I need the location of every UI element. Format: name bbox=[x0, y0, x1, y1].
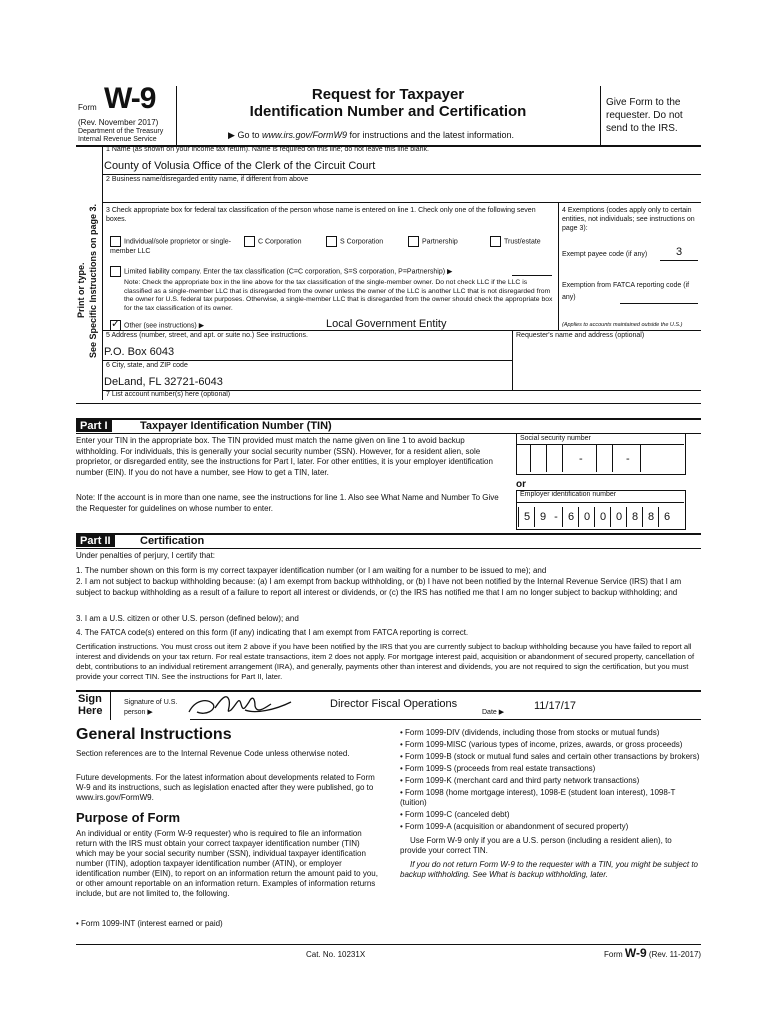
signer-title-field[interactable]: Director Fiscal Operations bbox=[330, 698, 458, 710]
ein-field[interactable] bbox=[516, 507, 684, 527]
general-p1: Section references are to the Internal Revenue Code unless otherwise noted. bbox=[76, 749, 350, 758]
requester-label: Requester's name and address (optional) bbox=[516, 332, 645, 339]
form-bullet: • Form 1099-MISC (various types of income, prizes, awards, or gross proceeds) bbox=[400, 740, 683, 749]
part2-title: Certification bbox=[140, 535, 205, 547]
purpose-paragraph: An individual or entity (Form W-9 requester) who is required to file an information return with the IRS must obtain your correct taxpayer identification number (TIN) which may be your social security number (SSN), individual taxpayer identification number (ITIN), adoption taxpayer identification number (ATIN), or employer identification number (EIN), to report on an information return the amount paid to you, or other amount reportable on an information return. Examples of information returns include, but are not limited to, the following. bbox=[76, 829, 378, 898]
ein-digit[interactable]: 6 bbox=[562, 507, 579, 527]
right-column bbox=[400, 728, 700, 880]
checkbox-partnership[interactable] bbox=[408, 236, 419, 247]
checkbox-s-corp[interactable] bbox=[326, 236, 337, 247]
part1-body: Enter your TIN in the appropriate box. The TIN provided must match the name given on line 1 to avoid backup withholding. For individuals, this is generally your social security number (SSN). However, for a resident alien, sole proprietor, or disregarded entity, see the instructions for Part I, later. For other entities, it is your employer identification number (EIN). If you do not have a number, see How to get a TIN, later. bbox=[76, 436, 493, 477]
checkbox-llc[interactable] bbox=[110, 266, 121, 277]
signature-mark[interactable] bbox=[185, 690, 295, 722]
exempt-payee-field[interactable]: 3 bbox=[676, 246, 683, 258]
part1-title: Taxpayer Identification Number (TIN) bbox=[140, 420, 332, 432]
cat-number: Cat. No. 10231X bbox=[306, 950, 366, 959]
sign-here: Sign Here bbox=[78, 693, 103, 717]
line6-city-field[interactable]: DeLand, FL 32721-6043 bbox=[104, 376, 223, 388]
left-bullet: • Form 1099-INT (interest earned or paid) bbox=[76, 919, 223, 928]
give-form-notice: Give Form to the requester. Do not send to the IRS. bbox=[606, 97, 683, 134]
exempt-payee-label: Exempt payee code (if any) bbox=[562, 251, 648, 258]
line2-business-field[interactable] bbox=[106, 186, 696, 200]
option-trust-estate[interactable]: Trust/estate bbox=[490, 236, 541, 247]
option-partnership[interactable]: Partnership bbox=[408, 236, 458, 247]
line3-label: 3 Check appropriate box for federal tax classification of the person whose name is entered on line 1. Check only one of the following seven boxes. bbox=[106, 207, 536, 223]
checkbox-individual[interactable] bbox=[110, 236, 121, 247]
part2-intro: Under penalties of perjury, I certify that: bbox=[76, 551, 216, 560]
department: Department of the Treasury Internal Revenue Service bbox=[78, 128, 164, 143]
revision: (Rev. November 2017) bbox=[78, 118, 159, 127]
ein-digit[interactable]: 8 bbox=[626, 507, 643, 527]
fatca-label: Exemption from FATCA reporting code (if any) bbox=[562, 282, 690, 301]
line4-label: 4 Exemptions (codes apply only to certain entities, not individuals; see instructions on page 3): bbox=[562, 207, 695, 232]
general-heading: General Instructions bbox=[76, 726, 232, 743]
ein-digit[interactable]: 9 bbox=[534, 507, 551, 527]
other-value-field[interactable]: Local Government Entity bbox=[326, 318, 447, 330]
form-bullet: • Form 1098 (home mortgage interest), 1098-E (student loan interest), 1098-T (tuition) bbox=[400, 788, 676, 807]
ein-digit[interactable]: 5 bbox=[518, 507, 535, 527]
cert-item-3: 3. I am a U.S. citizen or other U.S. person (defined below); and bbox=[76, 614, 299, 623]
option-individual[interactable]: Individual/sole proprietor or single-member LLC bbox=[110, 236, 240, 256]
line1-label: 1 Name (as shown on your income tax return). Name is required on this line; do not leave this line blank. bbox=[106, 146, 429, 153]
form-title: Request for Taxpayer Identification Number and Certification bbox=[249, 86, 527, 120]
ein-digit[interactable]: 0 bbox=[578, 507, 595, 527]
not-return-paragraph: If you do not return Form W-9 to the requester with a TIN, you might be subject to backup withholding. See What is backup withholding, later. bbox=[400, 860, 698, 879]
footer-form: Form W-9 (Rev. 11-2017) bbox=[604, 946, 702, 960]
sidebar-see-specific: See Specific Instructions on page 3. bbox=[88, 203, 98, 358]
option-c-corp[interactable]: C Corporation bbox=[244, 236, 302, 247]
form-bullet: • Form 1099-S (proceeds from real estate transactions) bbox=[400, 764, 596, 773]
form-name: W-9 bbox=[104, 82, 156, 115]
line7-label: 7 List account number(s) here (optional) bbox=[106, 391, 231, 398]
ein-separator: - bbox=[554, 511, 558, 523]
form-label: Form bbox=[78, 103, 97, 112]
sidebar-print-type: Print or type. bbox=[76, 262, 86, 318]
line5-address-field[interactable]: P.O. Box 6043 bbox=[104, 346, 175, 358]
ssn-label: Social security number bbox=[520, 435, 591, 442]
checkbox-trust-estate[interactable] bbox=[490, 236, 501, 247]
form-bullet: • Form 1099-A (acquisition or abandonment of secured property) bbox=[400, 822, 629, 831]
form-bullet: • Form 1099-B (stock or mutual fund sales and certain other transactions by brokers) bbox=[400, 752, 700, 761]
line6-label: 6 City, state, and ZIP code bbox=[106, 362, 188, 369]
date-label: Date ▶ bbox=[482, 709, 505, 716]
line5-label: 5 Address (number, street, and apt. or suite no.) See instructions. bbox=[106, 332, 308, 339]
goto-instructions: ▶ Go to www.irs.gov/FormW9 for instructions and the latest information. bbox=[228, 130, 515, 140]
ein-digit[interactable]: 0 bbox=[610, 507, 627, 527]
line1-name-field[interactable]: County of Volusia Office of the Clerk of the Circuit Court bbox=[104, 160, 376, 172]
cert-instructions: Certification instructions. You must cross out item 2 above if you have been notified by the IRS that you are currently subject to backup withholding because you have failed to report all interest and dividends on your tax return. For real estate transactions, item 2 does not apply. For mortgage interest paid, acquisition or abandonment of secured property, cancellation of debt, contributions to an individual retirement arrangement (IRA), and generally, payments other than interest and dividends, you are not required to sign the certification, but you must provide your correct TIN. See the instructions for Part II, later. bbox=[76, 642, 695, 681]
fatca-note: (Applies to accounts maintained outside the U.S.) bbox=[562, 322, 683, 328]
cert-item-4: 4. The FATCA code(s) entered on this form (if any) indicating that I am exempt from FATCA reporting is correct. bbox=[76, 628, 469, 637]
ein-label: Employer identification number bbox=[520, 491, 617, 498]
line2-label: 2 Business name/disregarded entity name, if different from above bbox=[106, 176, 309, 183]
checkbox-c-corp[interactable] bbox=[244, 236, 255, 247]
general-p2: Future developments. For the latest information about developments related to Form W-9 and its instructions, such as legislation enacted after they were published, go to www.irs.gov/FormW9. bbox=[76, 773, 375, 802]
purpose-heading: Purpose of Form bbox=[76, 810, 181, 825]
option-s-corp[interactable]: S Corporation bbox=[326, 236, 383, 247]
or-label: or bbox=[516, 479, 526, 490]
cert-item-1: 1. The number shown on this form is my correct taxpayer identification number (or I am waiting for a number to be issued to me); and bbox=[76, 566, 547, 575]
ein-digit[interactable]: 8 bbox=[642, 507, 659, 527]
cert-item-2: 2. I am not subject to backup withholding because: (a) I am exempt from backup withholding, or (b) I have not been notified by the Internal Revenue Service (IRS) that I am subject to backup withholding as a result of a failure to report all interest or dividends, or (c) the IRS has notified me that I am no longer subject to backup withholding; and bbox=[76, 577, 682, 597]
form-bullet: • Form 1099-C (canceled debt) bbox=[400, 810, 510, 819]
ein-digit[interactable]: 0 bbox=[594, 507, 611, 527]
date-field[interactable]: 11/17/17 bbox=[534, 700, 577, 712]
option-llc[interactable]: Limited liability company. Enter the tax classification (C=C corporation, S=S corporation, P=Partnership) ▶ bbox=[110, 266, 452, 277]
ein-digit[interactable]: 6 bbox=[658, 507, 675, 527]
form-bullet: • Form 1099-K (merchant card and third party network transactions) bbox=[400, 776, 640, 785]
part1-note: Note: If the account is in more than one name, see the instructions for line 1. Also see What Name and Number To Give the Requester for guidelines on whose number to enter. bbox=[76, 493, 499, 513]
llc-note: Note: Check the appropriate box in the line above for the tax classification of the single-member owner. Do not check LLC if the LLC is classified as a single-member LLC that is disregarded from the owner unless the owner of the LLC is another LLC that is not disregarded from the owner for U.S. federal tax purposes. Otherwise, a single-member LLC that is disregarded from the owner should check the appropriate box for the tax classification of its owner. bbox=[124, 279, 553, 312]
use-form-paragraph: Use Form W-9 only if you are a U.S. person (including a resident alien), to provide your correct TIN. bbox=[400, 836, 672, 855]
option-other[interactable]: ✓Other (see instructions) ▶ bbox=[110, 320, 204, 331]
form-bullet: • Form 1099-DIV (dividends, including those from stocks or mutual funds) bbox=[400, 728, 660, 737]
signature-label: Signature of U.S. person ▶ bbox=[124, 699, 178, 716]
part2-tag: Part II bbox=[76, 535, 115, 547]
ssn-field[interactable]: - - bbox=[516, 445, 684, 473]
part1-tag: Part I bbox=[76, 420, 112, 432]
